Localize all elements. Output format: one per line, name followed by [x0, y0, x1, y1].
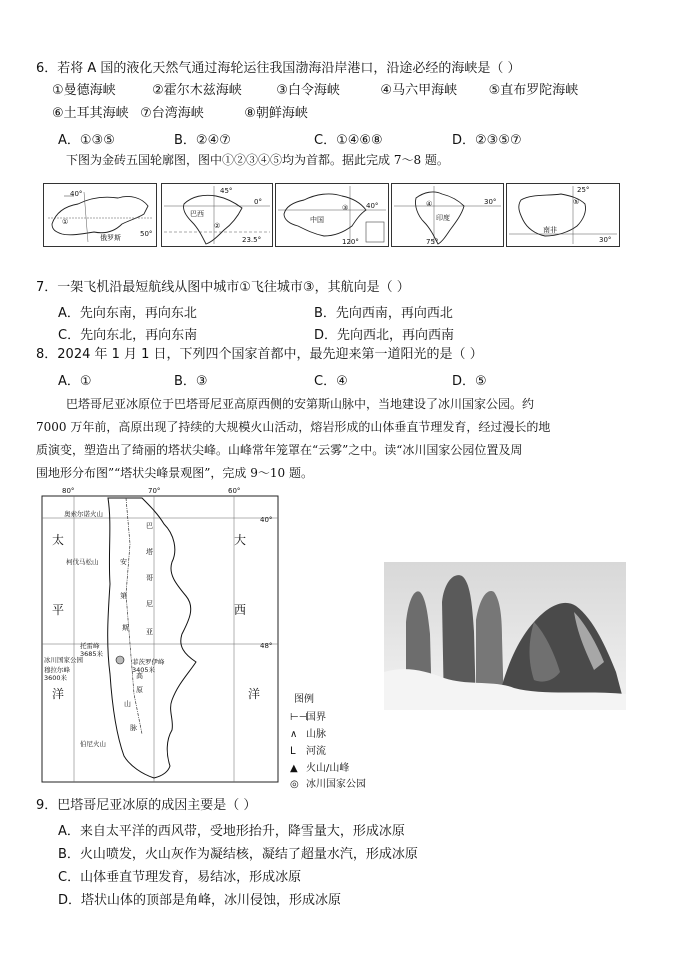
place-park: 冰川国家公园	[44, 656, 83, 664]
russia-lat2: 50°	[140, 230, 153, 238]
pacific-char1: 太	[52, 533, 65, 547]
legend-park-label: 冰川国家公园	[306, 779, 366, 790]
place-mural-height: 3600米	[44, 674, 68, 682]
q8-option-c[interactable]: C．④	[314, 374, 348, 389]
place-burney: 伯尼火山	[80, 740, 106, 748]
region-char5: 亚	[146, 628, 153, 636]
lat-label-48: 48°	[260, 642, 273, 650]
southafrica-lat: 30°	[599, 236, 612, 244]
q7-stem: 7．一架飞机沿最短航线从图中城市①飞往城市③，其航向是（ ）	[36, 280, 410, 295]
russia-name: 俄罗斯	[100, 234, 121, 242]
mountain-icon: ∧	[290, 729, 298, 740]
border-icon: ⊢⊣	[290, 712, 308, 723]
q6-item: ①曼德海峡	[52, 83, 116, 98]
q6-option-b[interactable]: B．②④⑦	[174, 133, 231, 148]
q6-item: ④马六甲海峡	[380, 83, 458, 98]
brazil-eq: 0°	[254, 198, 262, 206]
andes-char2: 第	[120, 592, 127, 600]
atlantic-char3: 洋	[248, 687, 261, 701]
lat-label-40: 40°	[260, 516, 273, 524]
q7-option-b[interactable]: B．先向西南，再向西北	[314, 306, 453, 321]
q6-option-d[interactable]: D．②③⑤⑦	[452, 133, 522, 148]
q9-option-c[interactable]: C．山体垂直节理发育，易结冰，形成冰原	[58, 870, 302, 885]
q9-option-b[interactable]: B．火山喷发，火山灰作为凝结核，凝结了超量水汽，形成冰原	[58, 847, 418, 862]
map-china	[275, 183, 389, 247]
place-torre: 托雷峰	[80, 642, 100, 650]
southafrica-name: 南非	[543, 226, 557, 234]
intro-9-10-line2: 7000 万年前，高原出现了持续的大规模火山活动，熔岩形成的山体垂直节理发育，经过漫长的地	[36, 420, 551, 434]
india-name: 印度	[436, 214, 450, 222]
place-mural: 穆拉尔峰	[44, 666, 70, 674]
place-fitzroy-height: 3405米	[132, 666, 156, 674]
q6-items-row1	[52, 82, 578, 100]
q6-stem: 6．若将 A 国的液化天然气通过海轮运往我国渤海沿岸港口，沿途必经的海峡是（ ）	[36, 61, 521, 76]
map-brazil	[161, 183, 273, 247]
place-osorno: 奥索尔诺火山	[64, 510, 103, 518]
map-russia	[43, 183, 157, 247]
q7-option-a[interactable]: A．先向东南，再向东北	[58, 306, 197, 321]
southafrica-lon: 25°	[577, 186, 590, 194]
q9-stem: 9．巴塔哥尼亚冰原的成因主要是（ ）	[36, 798, 257, 813]
q8-option-d[interactable]: D．⑤	[452, 374, 487, 389]
q6-item: ⑥土耳其海峡	[52, 106, 129, 121]
plateau-char2: 原	[136, 686, 143, 694]
river-icon: ᒪ	[290, 746, 296, 757]
q9-option-d[interactable]: D．塔状山体的顶部是角峰，冰川侵蚀，形成冰原	[58, 893, 342, 908]
patagonia-map	[38, 484, 298, 786]
china-capital-mark: ③	[342, 204, 349, 212]
q8-option-b[interactable]: B．③	[174, 374, 208, 389]
intro-9-10-line1: 巴塔哥尼亚冰原位于巴塔哥尼亚高原西侧的安第斯山脉中，当地建设了冰川国家公园。约	[66, 397, 535, 411]
legend-park	[290, 775, 366, 790]
plateau-char1: 高	[136, 672, 143, 680]
brazil-capital-mark: ②	[214, 222, 221, 230]
india-capital-mark: ④	[426, 200, 433, 208]
q6-items-row2	[52, 105, 308, 123]
brazil-top: 45°	[220, 187, 233, 195]
q6-item: ⑦台湾海峡	[140, 106, 204, 121]
pacific-char3: 洋	[52, 687, 65, 701]
brazil-name: 巴西	[190, 210, 204, 218]
q6-option-c[interactable]: C．①④⑥⑧	[314, 133, 383, 148]
pacific-char2: 平	[52, 603, 65, 617]
q8-stem: 8．2024 年 1 月 1 日，下列四个国家首都中，最先迎来第一道阳光的是（ ）	[36, 347, 483, 362]
legend-border	[290, 708, 326, 723]
legend-volcano	[290, 759, 349, 774]
legend-volcano-label: 火山/山峰	[306, 763, 350, 774]
place-corcovado: 柯伐马松山	[66, 558, 99, 566]
intro-9-10-line4: 围地形分布图”“塔状尖峰景观图”，完成 9～10 题。	[36, 466, 313, 480]
atlantic-char2: 西	[234, 603, 247, 617]
legend-mountain	[290, 725, 326, 740]
atlantic-char1: 大	[234, 533, 247, 547]
andes-char3: 斯	[122, 624, 129, 632]
lon-label-60: 60°	[228, 487, 241, 495]
india-lon: 75°	[426, 238, 439, 246]
russia-lat1: 40°	[70, 190, 83, 198]
q6-item: ③白令海峡	[276, 83, 340, 98]
tower-peaks-photo	[384, 562, 626, 710]
andes-char5: 脉	[130, 724, 137, 732]
q8-option-a[interactable]: A．①	[58, 374, 92, 389]
volcano-icon: ▲	[290, 763, 298, 774]
intro-9-10-line3: 质演变，塑造出了绮丽的塔状尖峰。山峰常年笼罩在“云雾”之中。读“冰川国家公园位置及周	[36, 443, 523, 457]
q6-item: ⑧朝鲜海峡	[244, 106, 308, 121]
china-name: 中国	[310, 216, 324, 224]
lon-label-80: 80°	[62, 487, 75, 495]
china-lon: 120°	[342, 238, 359, 246]
region-char3: 哥	[146, 574, 153, 582]
q9-option-a[interactable]: A．来自太平洋的西风带，受地形抬升，降雪量大，形成冰原	[58, 824, 405, 839]
q6-item: ⑤直布罗陀海峡	[488, 83, 579, 98]
brazil-trop: 23.5°	[242, 236, 262, 244]
china-lat: 40°	[366, 202, 379, 210]
legend-river	[290, 742, 326, 757]
q6-option-a[interactable]: A．①③⑤	[58, 133, 115, 148]
region-char2: 塔	[146, 548, 153, 556]
q6-item: ②霍尔木兹海峡	[152, 83, 242, 98]
russia-capital-mark: ①	[62, 218, 69, 226]
region-char4: 尼	[146, 600, 153, 608]
place-torre-height: 3685米	[80, 650, 104, 658]
lon-label-70: 70°	[148, 487, 161, 495]
q7-option-d[interactable]: D．先向西北，再向西南	[314, 328, 455, 343]
region-char1: 巴	[146, 522, 153, 530]
map-southafrica	[506, 183, 620, 247]
legend-border-label: 国界	[306, 712, 326, 723]
intro-7-8: 下图为金砖五国轮廓图，图中①②③④⑤均为首都。据此完成 7～8 题。	[66, 153, 449, 167]
southafrica-capital-mark: ⑤	[573, 198, 580, 206]
india-lat: 30°	[484, 198, 497, 206]
andes-char1: 安	[120, 558, 127, 566]
park-icon: ◎	[290, 779, 299, 790]
map-india	[391, 183, 504, 247]
legend-river-label: 河流	[306, 746, 326, 757]
park-marker	[116, 656, 124, 664]
andes-char4: 山	[124, 700, 131, 708]
q7-option-c[interactable]: C．先向东北，再向东南	[58, 328, 198, 343]
legend-mountain-label: 山脉	[306, 729, 326, 740]
place-fitzroy: 菲茨罗伊峰	[132, 658, 165, 666]
legend-title: 图例	[294, 694, 314, 705]
